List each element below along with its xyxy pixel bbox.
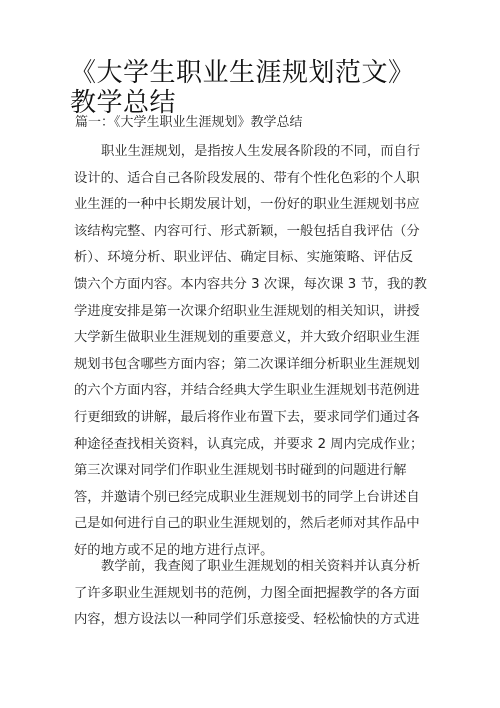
paragraph-line: 职业生涯规划，是指按人生发展各阶段的不同，而自行 — [101, 144, 421, 159]
section-heading: 篇一：《大学生职业生涯规划》教学总结 — [75, 115, 303, 130]
paragraph-line: 学进度安排是第一次课介绍职业生涯规划的相关知识，讲授 — [74, 303, 420, 319]
paragraph-line: 行更细致的讲解，最后将作业布置下去，要求同学们通过各 — [74, 409, 420, 425]
paragraph-line: 设计的、适合自己各阶段发展的、带有个性化色彩的个人职 — [74, 170, 420, 186]
paragraph-line: 己是如何进行自己的职业生涯规划的，然后老师对其作品中 — [74, 516, 420, 532]
paragraph-line: 业生涯的一种中长期发展计划，一份好的职业生涯规划书应 — [74, 197, 420, 213]
paragraph-line: 教学前，我查阅了职业生涯规划的相关资料并认真分析 — [101, 559, 421, 574]
paragraph-line: 好的地方或不足的地方进行点评。 — [74, 542, 274, 558]
document-title: 《大学生职业生涯规划范文》教学总结 — [70, 58, 415, 118]
paragraph-line: 析）、环境分析、职业评估、确定目标、实施策略、评估反 — [74, 250, 414, 266]
paragraph-line: 了许多职业生涯规划书的范例，力图全面把握教学的各方面 — [74, 585, 420, 601]
paragraph-line: 该结构完整、内容可行、形式新颖，一般包括自我评估（分 — [74, 223, 420, 239]
paragraph-line: 种途径查找相关资料，认真完成，并要求 2 周内完成作业； — [74, 436, 424, 452]
paragraph-line: 答，并邀请个别已经完成职业生涯规划书的同学上台讲述自 — [74, 489, 420, 505]
body-paragraph-2 — [74, 554, 434, 634]
paragraph-line: 内容，想方设法以一种同学们乐意接受、轻松愉快的方式进 — [74, 612, 420, 628]
paragraph-line: 规划书包含哪些方面内容；第二次课详细分析职业生涯规划 — [74, 356, 420, 372]
paragraph-line: 的六个方面内容，并结合经典大学生职业生涯规划书范例进 — [74, 383, 420, 399]
paragraph-line: 馈六个方面内容。本内容共分 3 次课，每次课 3 节，我的教 — [74, 276, 427, 292]
paragraph-line: 第三次课对同学们作职业生涯规划书时碰到的问题进行解 — [74, 463, 407, 479]
body-paragraph-1 — [74, 139, 434, 565]
paragraph-line: 大学新生做职业生涯规划的重要意义，并大致介绍职业生涯 — [74, 330, 420, 346]
